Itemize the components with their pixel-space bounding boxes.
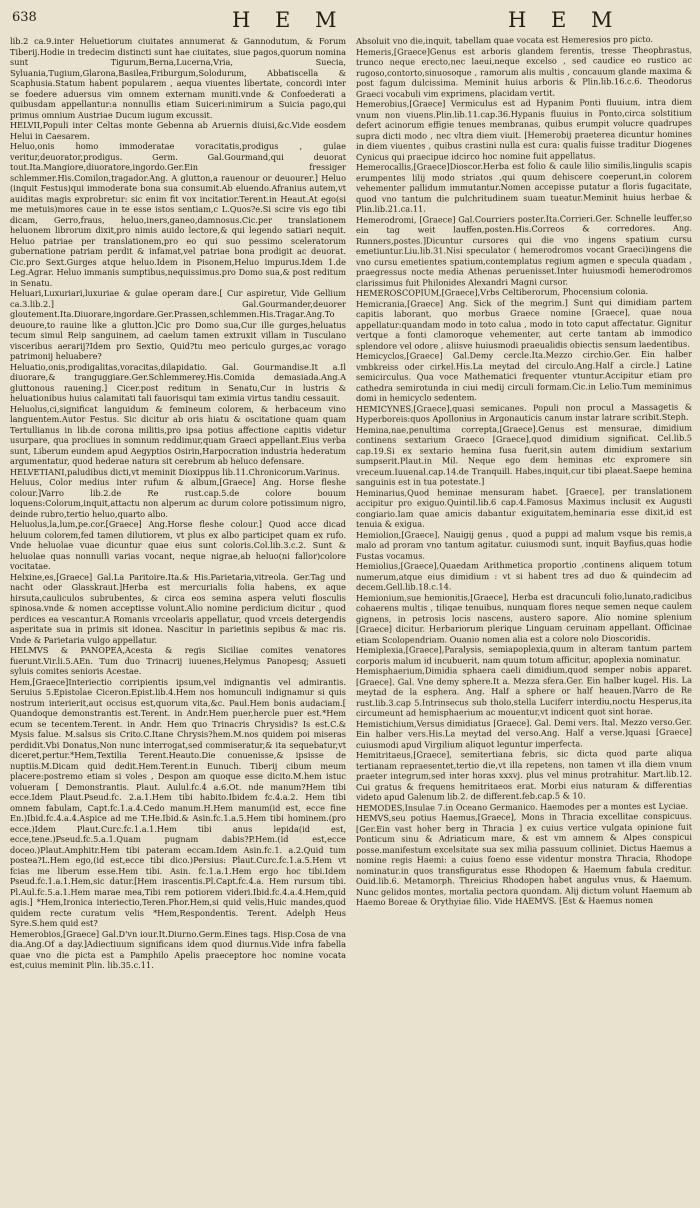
entry: Hemina,nae,penultima correpta,[Graece].Genus est mensurae, dimidium continens sextarium Graeco [Graece],quod dimidium significat. Cel.lib.5 cap.19.Si ex sextario hemina fusa fuerit,sin autem dimidium sextarium sumpserit.Plaut.in Mil. Neque ego dem heminas etc expromere sin vreceum.Iuuenal.cap.14.de Tranquill. Habes,inquit,cur tibi plaeat.Saepe hemina sanguinis est in tua potestate.] bbox=[356, 422, 692, 487]
entry: Hemicyclos,[Graece] Gal.Demy cercle.Ita.Mezzo circhio.Ger. Ein halber vmbkreiss oder cirkel.His.La meytad del circulo.Ang.Half a circle.] Latine semicirculus. Qua voce Mathematici frequenter vtuntur.Accipitur etiam pro cathedra semirotunda in ciui medij circuli formam.Cic.in Lelio.Tum meminimus domi in hemicyclo sedentem. bbox=[356, 348, 692, 403]
entry: Heluolus,ci,significat languidum & femineum colorem, & herbaceum vino languentem.Autor Festus. Sic dicitur ab oris hiatu & oscitatione quam quam Tertullianus in lib.de corona militis,pro ipsa potius affectione capitis videtur usurpare, qua procliues in somnum reddimur,quam Graeci appellant.Eius verba sunt, Liberum eundem apud Aegyptios Osirin,Harpocration industria hederatum argumentatur, quod hederae natura sit cerebrum ab heluco defensare. bbox=[10, 403, 346, 466]
entry: Hemicrania,[Graece] Ang. Sick of the megrim.] Sunt qui dimidiam partem capitis laborant, quo morbus Graece nomine [Graece], quae noua appellatur:quandam modo in toto calua , modo in toto caput affectatur. Gignitur vertque a fonti clamoroque vehementer, aut certe tantam ab immodico splendore vel odore , aliisve huiusmodi praeualidis obiectis sensum laedentibus. bbox=[356, 296, 692, 351]
page-header bbox=[10, 6, 692, 36]
entry: HEMVS,seu potius Haemus,[Graece], Mons in Thracia excellitae conspicuus.[Ger.Ein vast hoher berg in Thracia ] ex cuius vertice vulgata opinione fuit Ponticum sinu & Adriaticum mare, & est vm amnem & Alpes conspicui posse.manifestum excelsitate sua sex milia passuum colliniet. Dictus Haemus a nomine regis Haemi: a cuius foeno esse videntur monstra Thracia, Rhodope nominatur.in quos transfiguratus esse Rhodopen & Haemum fabula creditur. Ouid.lib.6. Metamorph. Threicius Rhodopen habet angulus vnus, & Haemum. Nunc gelidos montes, mortalia pectora quondam. Alij dictum volunt Haemum ab Haemo Boreae & Orythyiae filio. Vide HAEMVS. [Est & Haemus nomen bbox=[356, 810, 692, 907]
entry: Heminarius,Quod heminae mensuram habet. [Graece], per translationem accipitur pro exiguo.Quintil.lib.6 cap.4.Famosus Maximus inclusit ex Augusti congiario.Iam quae amicis dabantur exiguitatem,heminaria esse dixit,id est tenuia & exigua. bbox=[356, 485, 692, 529]
entry: Heluari,Luxuriari,luxuriae & gulae operam dare.[ Cur aspiretur, Vide Gellium ca.3.lib.2.] Gal.Gourmander,deuorer gloutement.Ita.Diuorare,ingordare.Ger.Prassen,schlemmen.His.Tragar.Ang.To deuoure,to rauine like a glutton.]Cic pro Domo sua,Cur ille gurges,heluatus tecum simul Reip sanguinem, ad caelum tamen extruxit villam in Tusculano visceribus aerarij?Idem pro Sextio, Quid?tu meo periculo gurges,ac vorago patrimonij heluabere? bbox=[10, 288, 346, 361]
entry: Hemitritaeus,[Graece], semitertiana febris, sic dicta quod parte aliqua tertianam repraesentet,tertio die,vt illa repetens, non tamen vt illa diem vnum praeter integrum,sed inter horas xxxvj. plus vel minus protrahitur. Mart.lib.12. Cui gratus & frequens hemitritaeos erat. Morbi eius naturam & differentias videto apud Galenum lib.2. de different.feb.cap.5 & 10. bbox=[356, 747, 692, 802]
entry: Heluatio,onis,prodigalitas,voracitas,dilapidatio. Gal. Gourmandise.It a.Il diuorare,& tranguggiare.Ger.Schlemmerey.His.Comida demasiada.Ang.A gluttonous rauening.] Cicer.post reditum in Senatu,Cur in lustris & heluationibus huius calamitati tali fauorisqui tam eximia virtus tandiu cessauit. bbox=[10, 361, 346, 403]
entry: Absoluit vno die,inquit, tabellam quae vocata est Hemeresios pro picto. bbox=[356, 33, 653, 46]
entry: Hemiolion,[Graece], Nauigij genus , quod a puppi ad malum vsque bis remis,a malo ad proram vno tantum agitatur. cuiusmodi sunt, inquit Bayfius,quas hodie Fustas vocamus. bbox=[356, 527, 692, 561]
entry: Hemionium,sue hemionitis,[Graece], Herba est dracunculi folio,lunato,radicibus cohaerens multis , tiliqae tenuibus, nunquam flores neque semen neque caulem gignens, in petrosis locis nascens, austero sapore. Alio nomine splenium [Graece] dicitur. Herbariorum plerique Linguam ceruinam appellant. Officinae etiam Scolopendriam. Ouanio nomen alia est a colore nolo Dioscoridis. bbox=[356, 590, 692, 645]
left-column bbox=[10, 36, 346, 1202]
entry: Hemistichium,Versus dimidiatus [Graece]. Gal. Demi vers. Ital. Mezzo verso.Ger. Ein halber vers.His.La meytad del verso.Ang. Half a verse.]quasi [Graece] cuiusmodi apud Virgilium aliquot leguntur imperfecta. bbox=[356, 716, 692, 750]
entry: Hem,[Graece]Interiectio corripientis ipsum,vel indignantis vel admirantis. Seruius 5.Epistolae Ciceron.Epist.lib.4.Hem nos homunculi indignamur si quis nostrum interierit,aut occisus est,quorum vita,&c. Paul.Hem bonis audaciam.[ Quandoque demonstrantis est.Terent. in Andr.Hem puer,hercle puer est.*Hem ecum se tecentem.Terent. in Andr. Hem quo Trinacris Chrysidis? Is est.C.& Mysis falue. M.salsus sis Crito.C.Itane Chrysis?hem.M.nos quidem poi miseras perdidit.Vbi Donatus,Non nunc interrogat,sed commiseratur,& ita sequebatur,vt diceret,pertur.*Hem,Textilia Terent.Heauto.Die conuenisse,& ipsisse de nuptiis.M.Dicam quid dedit.Hem.Terent.in Eunuch. Tiberij cibum meum placere:postremo etiam si voles , Despon am quoque esse dicito.M.hem istuc volueram [ Demonstrantis. Plaut. Aulul.fc.4 a.6.Ot. nde manum?Hem tibi ecce.Idem Plaut.Pseud.fc. 2.a.1.Hem tibi habito.Ibidem fc.4.a.2. Hem tibi omnem fabulam, Capt.fc.1.a.4.Cedo manum.H.Hem manum(id est, ecce fine En.)Ibid.fc.4.a.4.Aspice ad me T.He.Ibid.& Asin.fc.1.a.5.Hem tibi hominem.(pro ecce.)Idem Plaut.Curc.fc.1.a.1.Hem tibi anus lepida(id est, ecce,tene.)Pseud.fc.5.a.1.Quam pugnam dabis?P.Hem.(id est,ecce doceo.)Plaut.Amphitr.Hem tibi pateram eccam.Idem Asin.fc.1. a.2.Quid tum postea?L.Hem ego,(id est,ecce tibi dico.)Persius: Plaut.Curc.fc.1.a.5.Hem vt fcias me liberum esse.Hem tibi. Asin. fc.1.a.1.Hem ergo hoc tibi.Idem Pseud.fc.1.a.1.Hem,sic datur.[Hem irascentis.Pl.Capt.fc.4.a. Hem rursum tibi. Pl.Aul.fc.5.a.1.Hem marae mea,Tibi rem potiorem videri.Ibid.fc.4.a.4.Hem,quid agis.] *Hem,Ironica interiectio,Teren.Phor.Hem,si quid velis,Huic mandes,quod quidem recte curatum velis *Hem,Respondentis. Terent. Adelph Heus Syre.S.hem quid est? bbox=[10, 676, 346, 928]
entry: Hemerobius,[Graece] Vermiculus est ad Hypanim Ponti fluuium, intra diem vnum non viuens.Plin.lib.11.cap.36.Hypanis fluuius in Ponto,circa solstitium defert acinorum effigie tenues membranas, quibus erumpit volucre quadrupes supra dicti modo , nec vltra diem viuit. [Hemerobij praeterea dicuntur homines in diem viuentes , quibus crastini nulla est cura: qualis fuisse traditur Diogenes Cynicus qui praecipue idcirco hoc nomine fuit appellatus. bbox=[356, 96, 692, 162]
entry: Helxine,es,[Graece] Gal.La Paritoire.Ita.& His.Parietaria,vitreola. Ger.Tag und nacht oder Glasskraut.]Herba est mercurialis folia habens, ex aque hirsuta,cauliculos subrubentes, & circa eos semina aspera veluti flosculis spinosa.vnde & nomen acceptisse volunt.Alio nomine perdicium dicitur , quod perdices ea vescantur.A Romanis vrceolaris appellatur, quod vrceis detergendis asperitate sua in primis sit idonea. Nascitur in parietinis sepibus & mac ris. Vnde & Parietaria vulgo appellatur. bbox=[10, 571, 346, 645]
entry: HELVETIANI,paludibus dicti,vt meminit Dioxippus lib.11.Chronicorum.Varinus. bbox=[10, 466, 340, 477]
text-columns bbox=[10, 33, 692, 1202]
entry: HELVII,Populi inter Celtas monte Gebenna ab Aruernis diuisi,&c.Vide eosdem Helui in Caesarem. bbox=[10, 120, 346, 141]
entry: lib.2 ca.9.inter Heluetiorum ciuitates annumerat & Gannodutum, & Forum Tiberij.Hodie in tredecim distincti sunt hae ciuitates, siue pagos,quorum nomina sunt Tigurum,Berna,Lucerna,Vria, Suecia, Syluania,Tugium,Glarona,Basilea,Friburgum,Solodurum, Abbatiscella & Scaphusia.Statum habent popularem , aequa viuentes libertate, concordi inter se foedere aduersus vim omnem externam muniti.vnde & Confoederati a quibusdam appellantur:a nonnullis etiam Suiceri:nimirum a Suicia pago,qui primus omnium Austriae Ducum iugum excussit. bbox=[10, 36, 346, 120]
entry: Heluolus,la,lum,pe.cor.[Graece] Ang.Horse fleshe colour.] Quod acce dicad heluum colorem,fed tamen dilutiorem, vt plus ex albo participet quam ex rufo. Vnde heluolae vuae dicuntur quae eius sunt coloris.Col.lib.3.c.2. Sunt & heluolae quas nonnulli varias vocant, neque nigrae,ab heluo(ni fallor)colore vocitatae. bbox=[10, 519, 346, 571]
entry: Hemerodromi, [Graece] Gal.Courriers poster.Ita.Corrieri.Ger. Schnelle leuffer,so ein tag weit lauffen,posten.His.Correos & corredores. Ang. Runners,postes.]Dicuntur cursores qui die vno ingens spatium cursu emetiuntur.Liu.lib.31.Nisi speculator ( hemerodromos vocant Graeci)ingens die vno cursu emetientes spatium,contemplatus regium agmen e specula quadam , praegressus nocte media Athenas peruenisset.Inter huiusmodi hemerodromos clarissimus fuit Philonides Alexandri Magni cursor. bbox=[356, 212, 692, 288]
page-number: 638 bbox=[12, 10, 37, 25]
entry: Hemeris,[Graece]Genus est arboris glandem ferentis, tresse Theophrastus, trunco neque erecto,nec laeui,neque excelso , sed caudice eo rustico ac rugoso,contorto,sinuosoque , ramorum alis multis , concauum glande maxima & post fagum dulcissima. Meminit huius arboris & Plin.lib.16.c.6. Theodorus Graeci vocabuli vim exprimens, placidam vertit. bbox=[356, 44, 692, 99]
entry: Heluo,onis homo immoderatae voracitatis,prodigus , gulae veritur,deuorator,prodigus. Germ. Gal.Gourmand,qui deuorat tout.Ita.Mangiore,diuoratore,ingordo.Ger.Ein fressiger schlemmer.His.Comilon,tragador.Ang. A glutton,a rauenour or deuourer.] Heluo (inquit Festus)qui immoderate bona sua consumit.Ab eluendo.Afranius autem,vt auiditas magis exprobretur: sic enim fit vox incitatior.Terent.in Heaut.At ego(si me metuis)mores caue in te esse istos sentiam,c L.Quos?e.Si scire vis ego tibi dicam, Gerro,fraus, heluo,iners,ganeo,damnosus.Cic.per translationem heluonem librorum dixit,pro nimis auido lectore,& qui legendo satiari nequit. Heluo patriae per translationem,pro eo qui suo pessimo sceleratorum gubernatione patriam perdit & infamat,vel patriae bona prodigit ac deuorat. Cic.pro Sext.Gurges atque heluo.Idem in Pisonem,Heluo impurus.Idem 1.de Leg.Agrar. Heluo immanis sumptibus,nequissimus.pro Domo sua,& post reditum in Senatu. bbox=[10, 141, 346, 288]
running-head-right: H E M bbox=[508, 8, 622, 32]
entry: Hemisphaerium,Dimidia sphaera caeli dimidium,quod semper nobis apparet.[Graece]. Gal. Vne demy sphere.It a. Mezza sfera.Ger. Ein halber kugel. His. La meytad de la esphera. Ang. Half a sphere or half heauen.]Varro de Re rust.lib.3.cap 5.Intrinsecus sub tholo,stella Luciferr interdiu,noctu Hesperus,ita circumeunt ad hemisphaerium ac mouentur,vt indicent quot sint horae. bbox=[356, 663, 692, 718]
right-column bbox=[356, 34, 692, 1202]
entry: Hemerobios,[Graece] Gal.D'vn iour.It.Diurno.Germ.Eines tags. Hisp.Cosa de vna dia.Ang.Of a day.]Adiectiuum significans idem quod diurnus.Vide infra fabella quae vno die picta est a Pamphilo Apelis praeceptore hoc nomine vocata est,cuius meminit Plin. lib.35.c.11. bbox=[10, 928, 346, 970]
entry: HEMICYNES,[Graece],quasi semicanes. Populi non procul a Massagetis & Hyperboreis:quos Apollonius in Argonauticis canum instar latrare scribit.Steph. bbox=[356, 401, 692, 424]
entry: Hemiolius,[Graece],Quaedam Arithmetica proportio ,continens aliquem totum numerum,atque eius dimidium : vt si habent tres ad duo & quindecim ad decem.Gell.lib.18.c.14. bbox=[356, 558, 692, 592]
entry: HELMVS & PANOPEA,Acesta & regis Siciliae comites venatores fuerunt.Vir.li.5.AEn. Tum duo Trinacrij iuuenes,Helymus Panopesq; Assueti syluis comites senioris Acestae. bbox=[10, 645, 346, 676]
running-head-left: H E M bbox=[232, 8, 346, 32]
entry: Hemerocallis,[Graece]Dioscor.Herba est folio & caule lilio similis,lingulis scapis erumpentes lilij modo striatos ,qui quum dehiscere coeperunt,in colorem vehementer pallidum immutantur.Nomen accepisse putatur a floris fugacitate, quod vno tantum die pulchritudinem suam tueatur.Meminit huius herbae & Plin.lib.21.ca.11. bbox=[356, 159, 692, 214]
entry: Heluus, Color medius inter rufum & album,[Graece] Ang. Horse fleshe colour.]Varro lib.2.de Re rust.cap.5.de colore bouum loquens:Colorum,inquit,attactu non alperum ac durum colore potissimum nigro, deinde rubro,tertio heluo,quarto albo. bbox=[10, 477, 346, 519]
entry: Hemiplexia,[Graece],Paralysis, semiapoplexia,quum in alteram tantum partem corporis malum id incubuerit, nam quum totum afficitur, apoplexia nominatur. bbox=[356, 642, 692, 666]
entry: HEMODES,Insulae 7.in Oceano Germanico. Haemodes per a montes est Lyciae. bbox=[356, 800, 688, 813]
entry: HEMEROSCOPIUM,[Graece],Vrbs Celtiberorum, Phocensium colonia. bbox=[356, 285, 649, 298]
